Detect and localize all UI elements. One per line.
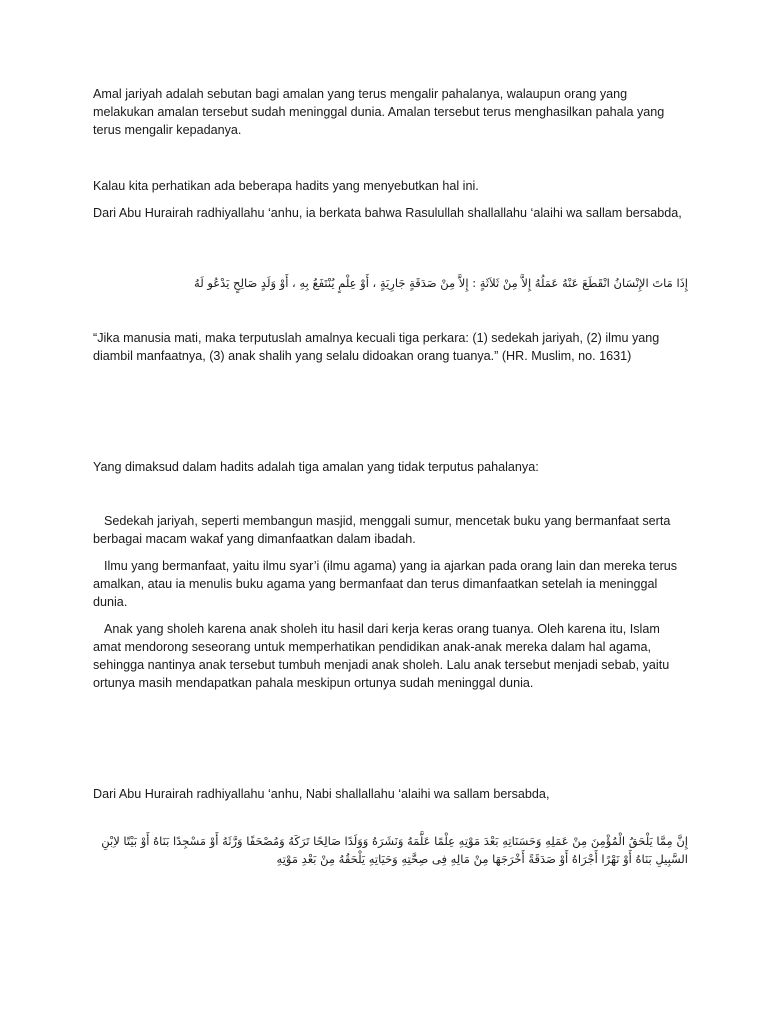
arabic-hadith-2: إِنَّ مِمَّا يَلْحَقُ الْمُؤْمِنَ مِنْ عَمَلِهِ وَحَسَنَاتِهِ بَعْدَ مَوْتِهِ عِلْمًا عَلَّمَهُ وَنَشَرَهُ وَوَلَدًا صَالِحًا تَرَكَهُ وَمُصْحَفًا وَرَّثَهُ أَوْ مَسْجِدًا بَنَاهُ أَوْ بَيْتًا لاِبْنِ السَّبِيلِ بَنَاهُ أَوْ نَهْرًا أَجْرَاهُ أَوْ صَدَقَةً أَخْرَجَهَا مِنْ مَالِهِ فِى صِحَّتِهِ وَحَيَاتِهِ يَلْحَقُهُ مِنْ بَعْدِ مَوْتِهِ [101,834,688,866]
list-item: Sedekah jariyah, seperti membangun masjid, menggali sumur, mencetak buku yang bermanfaat serta berbagai macam wakaf yang dimanfaatkan dalam ibadah. [93,514,671,546]
intro-paragraph: Amal jariyah adalah sebutan bagi amalan yang terus mengalir pahalanya, walaupun orang yang melakukan amalan tersebut sudah meninggal dunia. Amalan tersebut terus menghasilkan pahala yang terus mengalir kepadanya. [93,87,665,137]
explanation-intro-paragraph: Yang dimaksud dalam hadits adalah tiga amalan yang tidak terputus pahalanya: [93,460,539,474]
translation-paragraph-1: “Jika manusia mati, maka terputuslah amalnya kecuali tiga perkara: (1) sedekah jariyah, (2) ilmu yang diambil manfaatnya, (3) anak shalih yang selalu didoakan orang tuanya.” (HR. Muslim, no. 1631) [93,331,660,363]
list-item: Ilmu yang bermanfaat, yaitu ilmu syar’i (ilmu agama) yang ia ajarkan pada orang lain dan mereka terus amalkan, atau ia menulis buku agama yang bermanfaat dan terus dimanfaatkan setelah ia meninggal dunia. [93,559,678,609]
list-item: Anak yang sholeh karena anak sholeh itu hasil dari kerja keras orang tuanya. Oleh karena itu, Islam amat mendorong seseorang untuk memperhatikan pendidikan anak-anak mereka dalam hal agama, sehingga nantinya anak tersebut tumbuh menjadi anak sholeh. Lalu anak tersebut menjadi sebab, yaitu ortunya masih mendapatkan pahala meskipun ortunya sudah meninggal dunia. [93,622,670,690]
arabic-hadith-1: إِذَا مَاتَ الإِنْسَانُ انْقَطَعَ عَنْهُ عَمَلُهُ إِلاَّ مِنْ ثَلاَثَةٍ : إِلاَّ مِنْ صَدَقَةٍ جَارِيَةٍ ، أَوْ عِلْمٍ يُنْتَفَعُ بِهِ ، أَوْ وَلَدٍ صَالِحٍ يَدْعُو لَهُ [194,276,688,290]
hadith-intro-paragraph: Kalau kita perhatikan ada beberapa hadits yang menyebutkan hal ini. [93,179,479,193]
narration-paragraph-2: Dari Abu Hurairah radhiyallahu ‘anhu, Nabi shallallahu ‘alaihi wa sallam bersabda, [93,787,550,801]
narration-paragraph-1: Dari Abu Hurairah radhiyallahu ‘anhu, ia berkata bahwa Rasulullah shallallahu ‘alaihi wa sallam bersabda, [93,206,682,220]
